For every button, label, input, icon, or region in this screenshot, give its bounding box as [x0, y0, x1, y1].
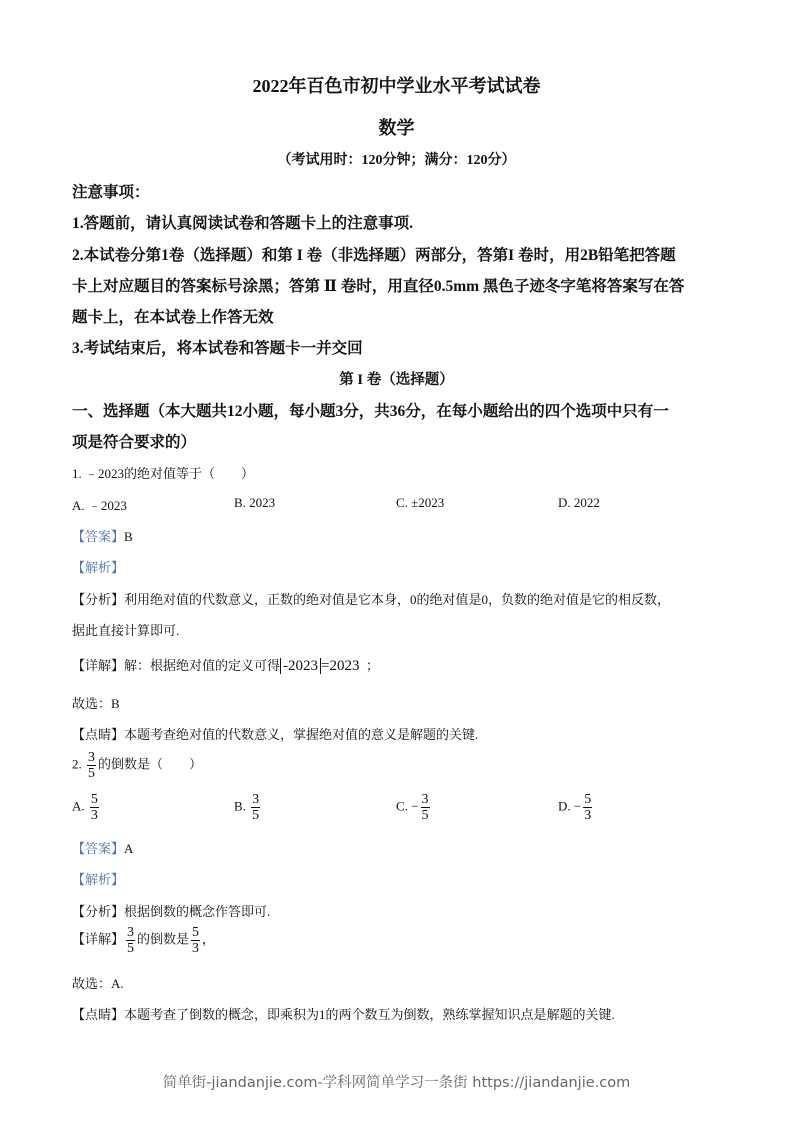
fenxi-label: 【分析】: [72, 904, 125, 919]
q2-option-d: [558, 792, 594, 823]
note-line: 3.考试结束后，将本试卷和答题卡一并交回: [72, 340, 363, 357]
q2-number: 2.: [72, 756, 82, 772]
numerator: 3: [252, 792, 260, 807]
detail-end: ；: [366, 658, 380, 673]
q1-fenxi-cont: 据此直接计算即可.: [72, 623, 180, 638]
denominator: 3: [192, 941, 200, 956]
detail-end: ，: [202, 931, 216, 947]
note-line: 卡上对应题目的答案标号涂黑；答第 Ⅱ 卷时，用直径0.5mm 黑色子迹冬字笔将答案写在答: [72, 278, 685, 295]
numerator: 3: [421, 792, 429, 807]
detail-text: 的倒数是: [137, 931, 190, 947]
dianjing-text: 本题考查绝对值的代数意义，掌握绝对值的意义是解题的关键.: [124, 727, 479, 742]
fraction: [126, 925, 135, 956]
q2-option-b: [234, 792, 262, 823]
detail-text: 解：根据绝对值的定义可得: [124, 658, 281, 673]
numerator: 5: [192, 925, 200, 940]
section-title: 第 I 卷（选择题）: [339, 372, 454, 388]
q2-option-a: [72, 792, 101, 823]
fenxi-text: 根据倒数的概念作答即可.: [124, 904, 271, 919]
denominator: 5: [127, 941, 135, 956]
q1-answer: [72, 526, 133, 545]
q1-stem: 1. ﹣2023的绝对值等于（ ）: [72, 466, 255, 481]
subject-title: 数学: [378, 118, 415, 138]
fraction: [583, 792, 592, 823]
fraction: [251, 792, 260, 823]
watermark-footer: 简单街-jiandanjie.com-学科网简单学习一条街 https://jiandanjie.com: [162, 1075, 631, 1091]
denominator: 5: [88, 766, 95, 781]
q1-choose: 故选：B: [72, 696, 120, 711]
q1-option-b: B. 2023: [234, 495, 276, 510]
detail-label: 【详解】: [72, 931, 125, 947]
q1-fenxi: [72, 589, 670, 608]
q2-answer: [72, 838, 133, 857]
denominator: 3: [584, 808, 592, 823]
numerator: 5: [90, 792, 98, 807]
note-line: 2.本试卷分第1卷（选择题）和第 I 卷（非选择题）两部分，答第I 卷时，用2B铅笔把答题: [72, 247, 676, 264]
q2-stem: [72, 750, 202, 781]
numerator: 3: [88, 750, 95, 765]
numerator: 3: [127, 925, 135, 940]
stem-text: 的倒数是（ ）: [98, 756, 203, 772]
exam-info: （考试用时：120分钟；满分：120分）: [277, 153, 516, 168]
part-heading: 项是符合要求的）: [72, 434, 197, 451]
q2-option-c: [396, 792, 432, 823]
dianjing-label: 【点睛】: [72, 1007, 125, 1022]
denominator: 5: [252, 808, 260, 823]
option-label: C.: [396, 798, 408, 814]
doc-title: 2022年百色市初中学业水平考试试卷: [252, 76, 541, 96]
dianjing-text: 本题考查了倒数的概念，即乘积为1的两个数互为倒数，熟练掌握知识点是解题的关键.: [124, 1007, 615, 1022]
note-line: 1.答题前，请认真阅读试卷和答题卡上的注意事项.: [72, 215, 414, 232]
denominator: 3: [90, 808, 98, 823]
dianjing-label: 【点睛】: [72, 727, 125, 742]
sign: −: [573, 798, 582, 814]
option-label: B.: [234, 798, 246, 814]
note-line: 题卡上，在本试卷上作答无效: [72, 309, 274, 326]
answer-value: B: [124, 529, 133, 544]
q1-option-a: A. ﹣2023: [72, 498, 127, 513]
q2-fenxi: [72, 901, 270, 920]
fraction: [90, 792, 99, 823]
fraction: [191, 925, 200, 956]
analysis-label: 【解析】: [72, 872, 125, 887]
q2-dianjing: [72, 1004, 615, 1023]
answer-label: 【答案】: [72, 841, 125, 856]
q1-option-d: D. 2022: [558, 495, 600, 510]
fraction: [421, 792, 430, 823]
q2-choose: 故选：A.: [72, 976, 124, 991]
denominator: 5: [421, 808, 429, 823]
numerator: 5: [584, 792, 592, 807]
fenxi-text: 利用绝对值的代数意义，正数的绝对值是它本身，0的绝对值是0，负数的绝对值是它的相反数，: [124, 592, 671, 607]
answer-label: 【答案】: [72, 529, 125, 544]
fenxi-label: 【分析】: [72, 592, 125, 607]
q1-option-c: C. ±2023: [396, 495, 445, 510]
abs-expression: -2023: [280, 658, 321, 674]
sign: −: [411, 798, 419, 814]
option-label: A.: [72, 798, 85, 814]
notes-heading: 注意事项：: [72, 184, 150, 201]
part-heading: 一、选择题（本大题共12小题，每小题3分，共36分，在每小题给出的四个选项中只有一: [72, 403, 669, 420]
answer-value: A: [124, 841, 134, 856]
analysis-label: 【解析】: [72, 560, 125, 575]
option-label: D.: [558, 798, 571, 814]
q1-detail: [72, 655, 379, 675]
detail-result: =2023: [321, 658, 360, 674]
q1-dianjing: [72, 724, 478, 743]
q2-detail: [72, 925, 215, 956]
detail-label: 【详解】: [72, 658, 125, 673]
fraction: [87, 750, 96, 781]
